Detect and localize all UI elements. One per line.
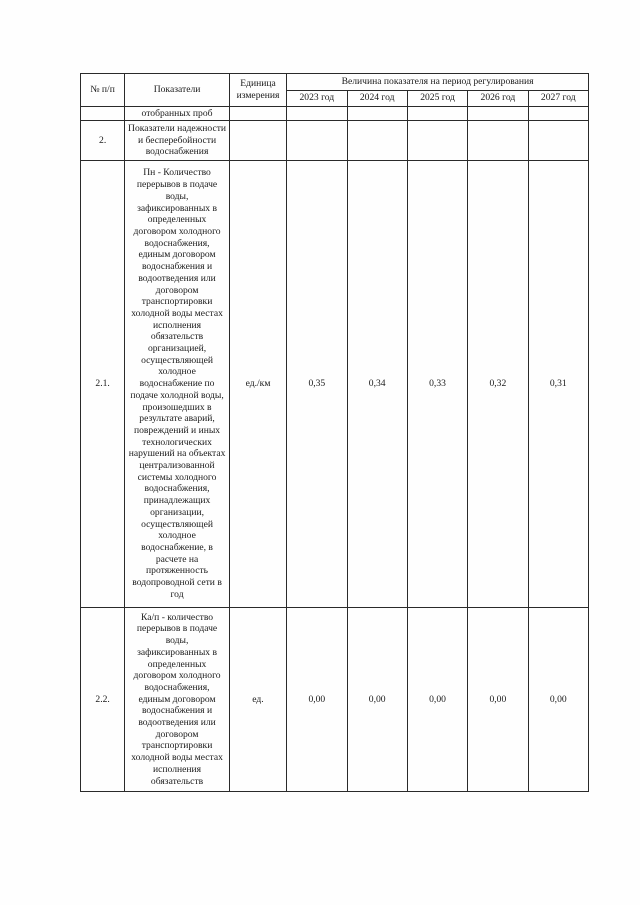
row-value: 0,33 xyxy=(407,161,467,608)
table-row xyxy=(81,608,589,792)
row-value xyxy=(407,121,467,161)
row-value: 0,00 xyxy=(407,608,467,792)
row-value: 0,31 xyxy=(528,161,588,608)
row-number: 2.1. xyxy=(81,161,125,608)
row-value xyxy=(287,107,347,121)
row-value xyxy=(528,121,588,161)
row-indicator: отобранных проб xyxy=(125,107,230,121)
header-indicators: Показатели xyxy=(125,74,230,107)
table-row xyxy=(81,121,589,161)
row-indicator: Пн - Количество перерывов в подаче воды, зафиксированных в определенных договором холодного водоснабжения, единым договором водоснабжения и водоотведения или договором транспортировки холодной воды местах исполнения обязательств организацией, осуществляющей холодное водоснабжение по подаче холодной воды, произошедших в результате аварий, повреждений и иных технологических нарушений на объектах централизованной системы холодного водоснабжения, принадлежащих организации, осуществляющей холодное водоснабжение, в расчете на протяженность водопроводной сети в год xyxy=(125,161,230,608)
row-value: 0,00 xyxy=(287,608,347,792)
row-value: 0,34 xyxy=(347,161,407,608)
row-value: 0,00 xyxy=(347,608,407,792)
header-year: 2025 год xyxy=(407,90,467,107)
row-value: 0,00 xyxy=(528,608,588,792)
table-row xyxy=(81,161,589,608)
row-number xyxy=(81,107,125,121)
header-number: № п/п xyxy=(81,74,125,107)
row-value xyxy=(468,107,528,121)
row-value xyxy=(407,107,467,121)
table-row xyxy=(81,107,589,121)
header-unit: Единица измерения xyxy=(229,74,286,107)
row-unit: ед. xyxy=(229,608,286,792)
header-period: Величина показателя на период регулирования xyxy=(287,74,589,91)
row-value xyxy=(528,107,588,121)
row-value: 0,32 xyxy=(468,161,528,608)
row-value: 0,00 xyxy=(468,608,528,792)
row-indicator: Ка/п - количество перерывов в подаче воды, зафиксированных в определенных договором холодного водоснабжения, единым договором водоснабжения и водоотведения или договором транспортировки холодной воды местах исполнения обязательств xyxy=(125,608,230,792)
row-unit: ед./км xyxy=(229,161,286,608)
row-value xyxy=(347,107,407,121)
row-number: 2.2. xyxy=(81,608,125,792)
header-year: 2026 год xyxy=(468,90,528,107)
header-year: 2023 год xyxy=(287,90,347,107)
row-value xyxy=(468,121,528,161)
row-value xyxy=(287,121,347,161)
row-indicator: Показатели надежности и бесперебойности водоснабжения xyxy=(125,121,230,161)
header-year: 2024 год xyxy=(347,90,407,107)
row-unit xyxy=(229,107,286,121)
header-year: 2027 год xyxy=(528,90,588,107)
row-unit xyxy=(229,121,286,161)
row-value: 0,35 xyxy=(287,161,347,608)
row-number: 2. xyxy=(81,121,125,161)
indicators-table xyxy=(80,73,589,792)
row-value xyxy=(347,121,407,161)
